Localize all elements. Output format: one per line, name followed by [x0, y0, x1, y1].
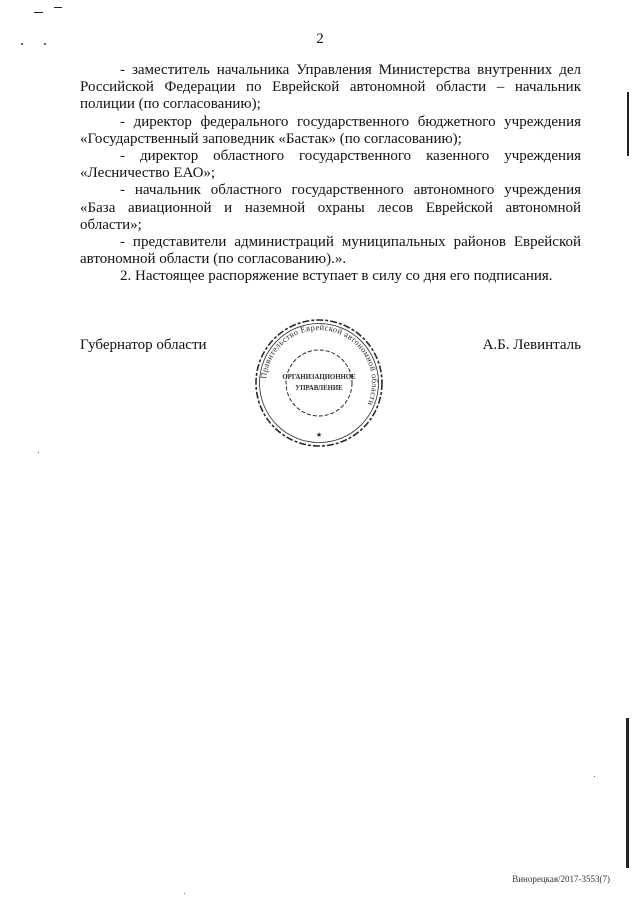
stamp-center-line-1: ОРГАНИЗАЦИОННОЕ [282, 374, 356, 381]
paragraph-aviation-base-head: - начальник областного государственного автономного учреждения «База авиационной и наземной охраны лесов Еврейской автономной области»; [80, 182, 581, 233]
document-code: Винорецкая/2017-3553(7) [512, 874, 610, 884]
stamp-ring-text: Правительство Еврейской автономной области [259, 322, 380, 407]
stamp-center-line-2: УПРАВЛЕНИЕ [295, 385, 343, 392]
scan-edge-bar-top-right [627, 92, 629, 156]
signer-name: А.Б. Левинталь [482, 337, 581, 353]
stamp-center-ring [286, 350, 352, 416]
scan-speck [38, 452, 39, 453]
paragraph-police-deputy: - заместитель начальника Управления Министерства внутренних дел Российской Федерации по Еврейской автономной области – начальник полиции (по согласованию); [80, 62, 581, 113]
signer-title: Губернатор области [80, 337, 207, 353]
scan-speck [184, 893, 185, 894]
paragraph-district-representatives: - представители администраций муниципальных районов Еврейской автономной области (по согласованию).». [80, 234, 581, 268]
page-number: 2 [316, 31, 324, 47]
paragraph-forestry-director: - директор областного государственного казенного учреждения «Лесничество ЕАО»; [80, 148, 581, 182]
official-stamp [252, 316, 386, 450]
scan-edge-bar-bottom-right [626, 718, 629, 868]
scan-mark-top-left-1 [34, 12, 43, 13]
stamp-outer-ring [256, 320, 382, 446]
scan-mark-top-left-2 [54, 7, 62, 8]
scan-speck [594, 776, 595, 777]
document-body [80, 62, 581, 286]
paragraph-reserve-director: - директор федерального государственного бюджетного учреждения «Государственный заповедник «Бастак» (по согласованию); [80, 113, 581, 147]
paragraph-effective-date: 2. Настоящее распоряжение вступает в силу со дня его подписания. [120, 268, 553, 285]
stamp-star-icon: ★ [315, 431, 323, 439]
